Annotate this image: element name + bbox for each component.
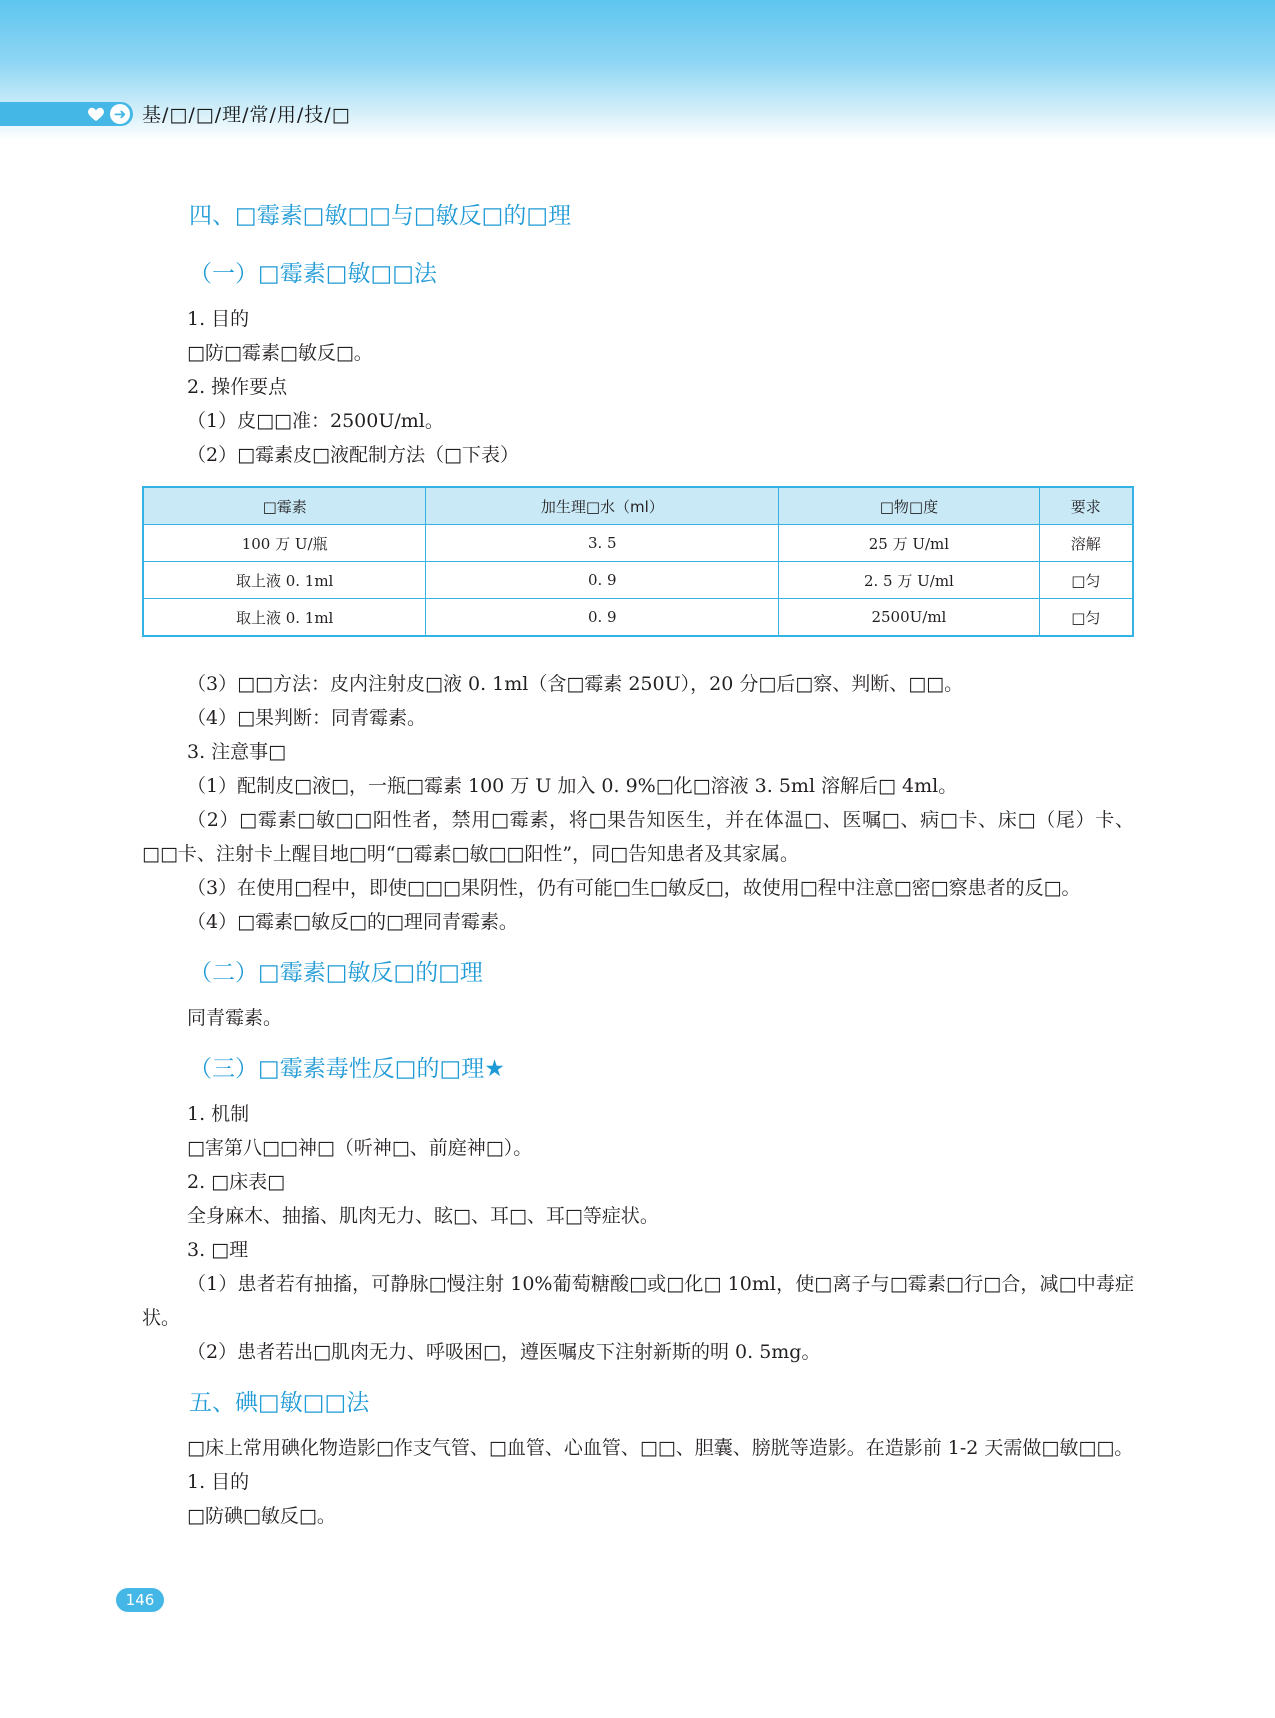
table-cell: 100 万 U/瓶 [143, 525, 426, 562]
running-head: 基/□/□/理/常/用/技/□ [142, 104, 351, 126]
paragraph: □防□霉素□敏反□。 [187, 342, 373, 364]
table-row [143, 562, 1133, 599]
paragraph: （3）□□方法：皮内注射皮□液 0. 1ml（含□霉素 250U），20 分□后□察、判断、□□。 [187, 673, 964, 695]
paragraph: （1）配制皮□液□，一瓶□霉素 100 万 U 加入 0. 9%□化□溶液 3. 5ml 溶解后□ 4ml。 [187, 775, 958, 797]
paragraph: （1）患者若有抽搐，可静脉□慢注射 10%葡萄糖酸□或□化□ 10ml，使□离子与□霉素□行□合，减□中毒症状。 [142, 1273, 1134, 1329]
paragraph: 3. 注意事□ [187, 741, 287, 763]
paragraph: 1. 目的 [187, 1471, 250, 1493]
paragraph: （2）□霉素皮□液配制方法（□下表） [187, 444, 519, 466]
table-cell: □匀 [1039, 562, 1133, 599]
paragraph: 同青霉素。 [187, 1007, 283, 1029]
paragraph: （2）患者若出□肌肉无力、呼吸困□，遵医嘱皮下注射新斯的明 0. 5mg。 [187, 1341, 821, 1363]
table-cell: 0. 9 [426, 599, 779, 637]
paragraph: （4）□果判断：同青霉素。 [187, 707, 427, 729]
subsection-2-title: （二）□霉素□敏反□的□理 [189, 960, 483, 986]
paragraph: □害第八□□神□（听神□、前庭神□）。 [187, 1137, 533, 1159]
table-cell: 3. 5 [426, 525, 779, 562]
table-cell: □匀 [1039, 599, 1133, 637]
table-row [143, 599, 1133, 637]
dose-table [142, 486, 1134, 637]
section-5-title: 五、碘□敏□□法 [189, 1390, 370, 1416]
table-cell: 溶解 [1039, 525, 1133, 562]
table-cell: 取上液 0. 1ml [143, 599, 426, 637]
table-header-cell: □物□度 [779, 487, 1039, 525]
paragraph: （1）皮□□准：2500U/ml。 [187, 410, 444, 432]
arrow-right-circle-icon: ➜ [110, 104, 130, 124]
paragraph: 全身麻木、抽搐、肌肉无力、眩□、耳□、耳□等症状。 [187, 1205, 659, 1227]
paragraph: 2. □床表□ [187, 1171, 286, 1193]
table-cell: 25 万 U/ml [779, 525, 1039, 562]
paragraph: 2. 操作要点 [187, 376, 288, 398]
table-cell: 取上液 0. 1ml [143, 562, 426, 599]
paragraph: □防碘□敏反□。 [187, 1505, 336, 1527]
paragraph: （4）□霉素□敏反□的□理同青霉素。 [187, 911, 518, 933]
paragraph: 1. 目的 [187, 308, 250, 330]
paragraph: 1. 机制 [187, 1103, 250, 1125]
page-number-badge: 146 [116, 1588, 164, 1612]
table-row [143, 525, 1133, 562]
table-header-cell: 加生理□水（ml） [426, 487, 779, 525]
table-header-cell: □霉素 [143, 487, 426, 525]
paragraph: （2）□霉素□敏□□阳性者，禁用□霉素，将□果告知医生，并在体温□、医嘱□、病□卡、床□（尾）卡、□□卡、注射卡上醒目地□明“□霉素□敏□□阳性”，同□告知患者及其家属。 [142, 809, 1134, 865]
table-header-cell: 要求 [1039, 487, 1133, 525]
paragraph: 3. □理 [187, 1239, 249, 1261]
table-cell: 0. 9 [426, 562, 779, 599]
subsection-3-title: （三）□霉素毒性反□的□理★ [189, 1056, 505, 1082]
table-header-row [143, 487, 1133, 525]
table-cell: 2. 5 万 U/ml [779, 562, 1039, 599]
section-4-title: 四、□霉素□敏□□与□敏反□的□理 [189, 203, 572, 229]
heart-icon [86, 104, 106, 124]
subsection-1-title: （一）□霉素□敏□□法 [189, 261, 437, 287]
table-cell: 2500U/ml [779, 599, 1039, 637]
paragraph: （3）在使用□程中，即使□□□果阴性，仍有可能□生□敏反□，故使用□程中注意□密□察患者的反□。 [187, 877, 1081, 899]
page-content [142, 180, 1134, 1533]
paragraph: □床上常用碘化物造影□作支气管、□血管、心血管、□□、胆囊、膀胱等造影。在造影前 1-2 天需做□敏□□。 [187, 1437, 1134, 1459]
